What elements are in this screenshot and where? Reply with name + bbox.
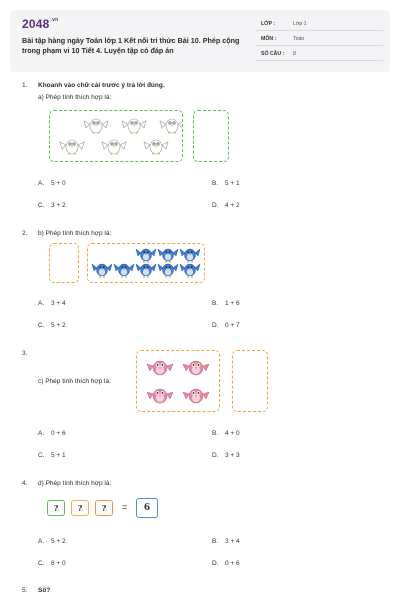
equation-result: 6 [136,498,158,518]
answer-3c[interactable]: C. 5 + 1 [38,452,66,459]
white-bird-icon [144,140,168,154]
worksheet-meta [255,16,383,61]
blue-bird-icon [158,264,178,278]
question-1-instruction: Khoanh vào chữ cái trước ý trả lời đúng. [38,82,165,89]
worksheet-header [10,10,390,72]
question-3-picture-box [136,350,220,412]
question-2-number: 2. [22,230,28,237]
pink-bird-group [137,351,219,411]
question-2-part: b) Phép tính thích hợp là: [38,230,112,237]
question-2-picture-box [87,243,205,283]
answer-4c[interactable]: C. 8 + 0 [38,560,66,567]
question-4-number: 4. [22,480,28,487]
white-bird-icon [84,119,108,133]
question-3-empty-box [232,350,268,412]
blue-bird-icon [180,249,200,263]
blue-bird-icon [92,264,112,278]
equation-slot-3[interactable]: ? [95,500,113,516]
pink-bird-icon [183,389,209,403]
answer-1a[interactable]: A. 5 + 0 [38,180,66,187]
answer-3a[interactable]: A. 0 + 6 [38,430,66,437]
question-3-number: 3. [22,350,28,357]
question-5-instruction: Số? [38,587,51,594]
question-2-empty-box [49,243,79,283]
answer-4b[interactable]: B. 3 + 4 [212,538,240,545]
worksheet-title: Bài tập hàng ngày Toán lớp 1 Kết nối tri thức Bài 10. Phép cộng trong phạm vi 10 Tiết 4. Luyện tập có đáp án [22,36,240,55]
question-1-part: a) Phép tính thích hợp là: [38,94,112,101]
meta-row-subject: MÔN : Toán [255,31,383,46]
equation-slot-1[interactable]: ? [47,500,65,516]
blue-bird-icon [114,264,134,278]
blue-bird-icon [180,264,200,278]
answer-1d[interactable]: D. 4 + 2 [212,202,240,209]
question-1-empty-box [193,110,229,162]
answer-3b[interactable]: B. 4 + 0 [212,430,240,437]
pink-bird-icon [147,389,173,403]
white-bird-icon [122,119,146,133]
blue-bird-icon [136,249,156,263]
equals-sign: = [122,502,128,512]
answer-2d[interactable]: D. 0 + 7 [212,322,240,329]
pink-bird-icon [147,361,173,375]
question-1-picture-box [49,110,183,162]
answer-1b[interactable]: B. 5 + 1 [212,180,240,187]
site-logo[interactable]: $2048^{.vn}$ [22,17,59,31]
question-4-part: d) Phép tính thích hợp là: [38,480,112,487]
answer-2c[interactable]: C. 5 + 2 [38,322,66,329]
white-bird-group [50,111,182,161]
answer-2b[interactable]: B. 1 + 6 [212,300,240,307]
meta-row-class: LỚP : Lớp 1 [255,16,383,31]
answer-1c[interactable]: C. 3 + 2 [38,202,66,209]
answer-2a[interactable]: A. 3 + 4 [38,300,66,307]
blue-bird-group [88,244,204,282]
question-1-number: 1. [22,82,28,89]
pink-bird-icon [183,361,209,375]
answer-4a[interactable]: A. 5 + 2 [38,538,66,545]
question-5-number: 5. [22,587,28,594]
question-3-part: c) Phép tính thích hợp là: [38,378,111,385]
answer-3d[interactable]: D. 3 + 3 [212,452,240,459]
white-bird-icon [102,140,126,154]
meta-row-question-count: SỐ CÂU : 8 [255,46,383,61]
blue-bird-icon [158,249,178,263]
white-bird-icon [160,119,182,133]
equation-slot-2[interactable]: ? [71,500,89,516]
blue-bird-icon [136,264,156,278]
answer-4d[interactable]: D. 0 + 6 [212,560,240,567]
white-bird-icon [60,140,84,154]
